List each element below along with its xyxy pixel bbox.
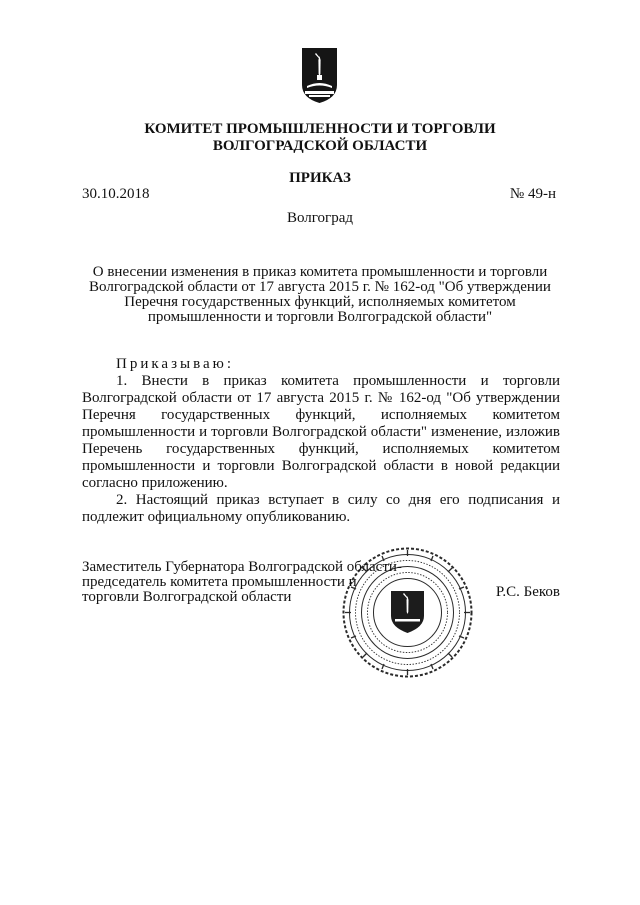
document-number: № 49-н: [509, 186, 556, 202]
signatory-name: Р.С. Беков: [495, 584, 560, 600]
paragraph-1: 1. Внести в приказ комитета промышленности и торговли Волгоградской области от 17 августа 2015 г. № 162-од "Об утверждении Перечня государственных функций, исполняемых комитетом промышленности и торговли Волгоградской области" изменение, изложив Перечень государственных функций, исполняемых комитетом промышленности и торговли Волгоградской области в новой редакции согласно приложению.: [82, 373, 560, 491]
coat-of-arms-icon: [301, 47, 338, 104]
signature-line-3: торговли Волгоградской области: [82, 589, 292, 605]
signature-line-1: Заместитель Губернатора Волгоградской области-: [82, 559, 402, 575]
organization-title-line-2: ВОЛГОГРАДСКОЙ ОБЛАСТИ: [212, 138, 428, 154]
paragraph-2: 2. Настоящий приказ вступает в силу со дня его подписания и подлежит официальному опубликованию.: [82, 492, 560, 525]
organization-title-line-1: КОМИТЕТ ПРОМЫШЛЕННОСТИ И ТОРГОВЛИ: [144, 121, 496, 137]
document-city: Волгоград: [286, 210, 353, 226]
document-date: 30.10.2018: [82, 186, 150, 202]
signature-title: [82, 560, 402, 605]
subject-line-1: О внесении изменения в приказ комитета промышленности и торговли: [92, 264, 548, 280]
document-type: ПРИКАЗ: [289, 170, 351, 186]
subject-line-2: Волгоградской области от 17 августа 2015 г. № 162-од "Об утверждении: [89, 279, 551, 295]
document-subject: [80, 265, 560, 325]
signature-line-2: председатель комитета промышленности и: [82, 574, 357, 590]
document-body: [82, 356, 560, 526]
order-word: Приказываю:: [116, 356, 234, 372]
organization-title: [100, 121, 540, 155]
subject-line-3: Перечня государственных функций, исполняемых комитетом: [124, 294, 516, 310]
subject-line-4: промышленности и торговли Волгоградской области": [147, 309, 493, 325]
